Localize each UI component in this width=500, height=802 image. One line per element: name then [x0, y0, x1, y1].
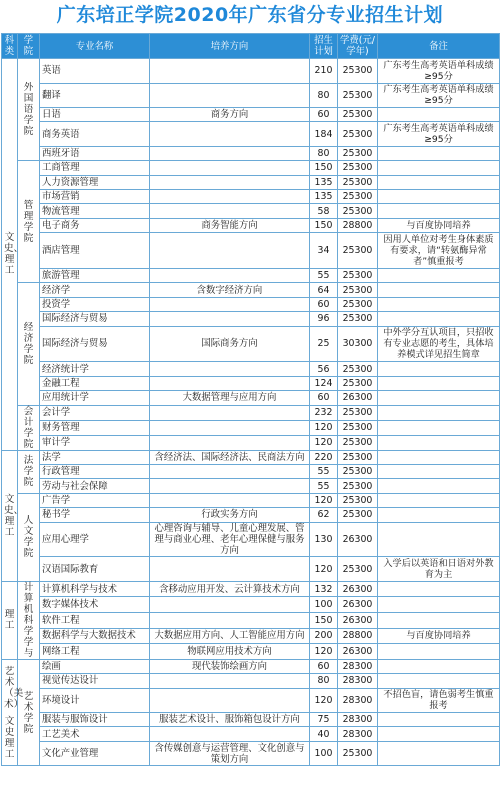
note: [378, 190, 500, 204]
college-cell: [18, 450, 40, 493]
header-college: 学院: [18, 34, 40, 59]
note: 广东考生高考英语单科成绩≥95分: [378, 59, 500, 84]
tuition-fee: 25300: [338, 493, 378, 507]
note: [378, 283, 500, 297]
major-name: 国际经济与贸易: [40, 326, 150, 362]
header-row: [2, 34, 500, 59]
plan-count: 130: [310, 522, 338, 557]
table-row: [2, 326, 500, 362]
major-name: 人力资源管理: [40, 175, 150, 189]
tuition-fee: 25300: [338, 161, 378, 175]
plan-count: 96: [310, 312, 338, 326]
direction: [150, 312, 310, 326]
tuition-fee: 25300: [338, 479, 378, 493]
tuition-fee: 26300: [338, 613, 378, 629]
note: [378, 713, 500, 727]
table-row: [2, 312, 500, 326]
tuition-fee: 28300: [338, 688, 378, 713]
plan-count: 120: [310, 557, 338, 582]
direction: 心理咨询与辅导、儿童心理发展、管理与商业心理、老年心理保健与服务方向: [150, 522, 310, 557]
tuition-fee: 25300: [338, 175, 378, 189]
plan-count: 25: [310, 326, 338, 362]
direction: [150, 122, 310, 147]
direction: [150, 405, 310, 420]
tuition-fee: 25300: [338, 190, 378, 204]
plan-count: 58: [310, 204, 338, 218]
table-row: [2, 161, 500, 175]
major-name: 服装与服饰设计: [40, 713, 150, 727]
direction: [150, 493, 310, 507]
table-row: [2, 727, 500, 741]
page-title: 广东培正学院2020年广东省分专业招生计划: [56, 4, 444, 26]
table-row: [2, 628, 500, 644]
college-name: 人文学院: [23, 515, 34, 560]
plan-count: 124: [310, 376, 338, 390]
major-name: 旅游管理: [40, 269, 150, 283]
major-name: 网络工程: [40, 644, 150, 660]
plan-count: 150: [310, 161, 338, 175]
direction: [150, 362, 310, 376]
major-name: 文化产业管理: [40, 741, 150, 766]
note: [378, 597, 500, 613]
plan-count: 60: [310, 391, 338, 405]
note: 入学后以英语和日语对外教育为主: [378, 557, 500, 582]
table-row: [2, 283, 500, 297]
note: [378, 450, 500, 464]
note: [378, 644, 500, 660]
tuition-fee: 28300: [338, 674, 378, 688]
table-row: [2, 233, 500, 269]
tuition-fee: 25300: [338, 59, 378, 84]
tuition-fee: 25300: [338, 405, 378, 420]
plan-count: 132: [310, 581, 338, 597]
direction: 含传媒创意与运营管理、文化创意与策划方向: [150, 741, 310, 766]
college-name: 法学院: [23, 455, 34, 489]
table-row: [2, 362, 500, 376]
note: [378, 581, 500, 597]
header-major: 专业名称: [40, 34, 150, 59]
plan-count: 60: [310, 108, 338, 122]
direction: [150, 597, 310, 613]
major-name: 金融工程: [40, 376, 150, 390]
major-name: 电子商务: [40, 218, 150, 232]
plan-count: 100: [310, 597, 338, 613]
header-plan: 招生计划: [310, 34, 338, 59]
note: [378, 391, 500, 405]
tuition-fee: 25300: [338, 146, 378, 160]
major-name: 数字媒体技术: [40, 597, 150, 613]
direction: [150, 175, 310, 189]
tuition-fee: 25300: [338, 450, 378, 464]
note: 与百度协同培养: [378, 218, 500, 232]
note: [378, 175, 500, 189]
major-name: 劳动与社会保障: [40, 479, 150, 493]
note: [378, 146, 500, 160]
tuition-fee: 25300: [338, 122, 378, 147]
tuition-fee: 28300: [338, 713, 378, 727]
note: [378, 405, 500, 420]
direction: [150, 435, 310, 450]
tuition-fee: 25300: [338, 362, 378, 376]
tuition-fee: 25300: [338, 557, 378, 582]
plan-count: 55: [310, 479, 338, 493]
direction: [150, 146, 310, 160]
tuition-fee: 25300: [338, 508, 378, 522]
major-name: 审计学: [40, 435, 150, 450]
major-name: 翻译: [40, 83, 150, 108]
direction: [150, 688, 310, 713]
note: [378, 741, 500, 766]
header-note: 备注: [378, 34, 500, 59]
note: [378, 376, 500, 390]
major-name: 国际经济与贸易: [40, 312, 150, 326]
plan-count: 55: [310, 464, 338, 478]
direction: [150, 376, 310, 390]
plan-count: 120: [310, 435, 338, 450]
tuition-fee: 26300: [338, 597, 378, 613]
direction: 含经济法、国际经济法、民商法方向: [150, 450, 310, 464]
college-name: 会计学院: [23, 405, 34, 450]
tuition-fee: 25300: [338, 108, 378, 122]
tuition-fee: 25300: [338, 376, 378, 390]
direction: [150, 420, 310, 435]
note: 广东考生高考英语单科成绩≥95分: [378, 122, 500, 147]
major-name: 绘画: [40, 659, 150, 673]
major-name: 软件工程: [40, 613, 150, 629]
table-row: [2, 450, 500, 464]
major-name: 酒店管理: [40, 233, 150, 269]
plan-count: 80: [310, 674, 338, 688]
major-name: 秘书学: [40, 508, 150, 522]
major-name: 财务管理: [40, 420, 150, 435]
plan-count: 64: [310, 283, 338, 297]
tuition-fee: 25300: [338, 83, 378, 108]
header-category: 科类: [2, 34, 18, 59]
note: [378, 435, 500, 450]
note: 中外学分互认项目，只招收有专业志愿的考生，具体培养模式详见招生简章: [378, 326, 500, 362]
note: [378, 493, 500, 507]
table-row: [2, 557, 500, 582]
tuition-fee: 28300: [338, 659, 378, 673]
category-cell: [2, 659, 24, 766]
table-row: [2, 644, 500, 660]
direction: [150, 479, 310, 493]
major-name: 工商管理: [40, 161, 150, 175]
category-label-secondary: 文史理工: [4, 715, 15, 760]
direction: 商务智能方向: [150, 218, 310, 232]
plan-count: 75: [310, 713, 338, 727]
major-name: 物流管理: [40, 204, 150, 218]
note: 因用人单位对考生身体素质有要求，请“转氨酶异常者”慎重报考: [378, 233, 500, 269]
tuition-fee: 25300: [338, 464, 378, 478]
note: [378, 108, 500, 122]
college-name: 管理学院: [23, 199, 34, 244]
table-row: [2, 204, 500, 218]
direction: [150, 613, 310, 629]
table-row: [2, 122, 500, 147]
direction: [150, 674, 310, 688]
college-cell: [18, 405, 40, 450]
table-row: [2, 376, 500, 390]
direction: [150, 204, 310, 218]
major-name: 应用统计学: [40, 391, 150, 405]
tuition-fee: 30300: [338, 326, 378, 362]
major-name: 广告学: [40, 493, 150, 507]
major-name: 法学: [40, 450, 150, 464]
plan-count: 55: [310, 269, 338, 283]
tuition-fee: 25300: [338, 312, 378, 326]
tuition-fee: 26300: [338, 644, 378, 660]
major-name: 经济统计学: [40, 362, 150, 376]
header-direction: 培养方向: [150, 34, 310, 59]
plan-count: 40: [310, 727, 338, 741]
note: [378, 297, 500, 311]
table-row: [2, 108, 500, 122]
tuition-fee: 28800: [338, 628, 378, 644]
major-name: 投资学: [40, 297, 150, 311]
major-name: 英语: [40, 59, 150, 84]
major-name: 经济学: [40, 283, 150, 297]
note: [378, 727, 500, 741]
category-label: 文史、理工: [4, 493, 24, 538]
tuition-fee: 28800: [338, 218, 378, 232]
direction: 行政实务方向: [150, 508, 310, 522]
plan-count: 60: [310, 297, 338, 311]
direction: 服装艺术设计、服饰箱包设计方向: [150, 713, 310, 727]
plan-count: 184: [310, 122, 338, 147]
note: 广东考生高考英语单科成绩≥95分: [378, 83, 500, 108]
college-cell: [18, 59, 40, 161]
note: 与百度协同培养: [378, 628, 500, 644]
note: [378, 522, 500, 557]
direction: [150, 297, 310, 311]
note: [378, 508, 500, 522]
plan-count: 200: [310, 628, 338, 644]
college-cell: [18, 581, 40, 659]
direction: [150, 269, 310, 283]
direction: 商务方向: [150, 108, 310, 122]
table-row: [2, 493, 500, 507]
direction: 物联网应用技术方向: [150, 644, 310, 660]
college-name: 外国语学院: [23, 82, 34, 138]
direction: 国际商务方向: [150, 326, 310, 362]
major-name: 会计学: [40, 405, 150, 420]
table-row: [2, 405, 500, 420]
direction: 现代装饰绘画方向: [150, 659, 310, 673]
table-row: [2, 218, 500, 232]
category-cell: [2, 581, 18, 659]
major-name: 日语: [40, 108, 150, 122]
direction: [150, 233, 310, 269]
header-fee: 学费(元/学年): [338, 34, 378, 59]
table-row: [2, 269, 500, 283]
plan-count: 210: [310, 59, 338, 84]
table-row: [2, 190, 500, 204]
table-row: [2, 435, 500, 450]
plan-count: 150: [310, 613, 338, 629]
direction: 含数字经济方向: [150, 283, 310, 297]
major-name: 应用心理学: [40, 522, 150, 557]
note: [378, 420, 500, 435]
plan-count: 62: [310, 508, 338, 522]
plan-count: 60: [310, 659, 338, 673]
tuition-fee: 25300: [338, 420, 378, 435]
plan-count: 135: [310, 190, 338, 204]
table-row: [2, 613, 500, 629]
plan-count: 135: [310, 175, 338, 189]
direction: 含移动应用开发、云计算技术方向: [150, 581, 310, 597]
table-row: [2, 741, 500, 766]
table-row: [2, 464, 500, 478]
table-row: [2, 688, 500, 713]
major-name: 行政管理: [40, 464, 150, 478]
table-row: [2, 297, 500, 311]
plan-count: 232: [310, 405, 338, 420]
direction: [150, 59, 310, 84]
note: [378, 464, 500, 478]
college-cell: [18, 161, 40, 283]
plan-count: 150: [310, 218, 338, 232]
college-cell: [18, 659, 40, 766]
direction: [150, 557, 310, 582]
plan-count: 56: [310, 362, 338, 376]
note: [378, 204, 500, 218]
tuition-fee: 26300: [338, 391, 378, 405]
note: [378, 659, 500, 673]
table-row: [2, 479, 500, 493]
direction: [150, 464, 310, 478]
table-row: [2, 659, 500, 673]
table-row: [2, 59, 500, 84]
table-row: [2, 420, 500, 435]
table-body: [2, 59, 500, 766]
admission-plan-table: [1, 33, 500, 766]
major-name: 工艺美术: [40, 727, 150, 741]
category-label: 文史、理工: [4, 232, 24, 277]
tuition-fee: 25300: [338, 283, 378, 297]
table-row: [2, 522, 500, 557]
note: [378, 479, 500, 493]
plan-count: 80: [310, 83, 338, 108]
direction: [150, 727, 310, 741]
tuition-fee: 25300: [338, 204, 378, 218]
plan-count: 120: [310, 420, 338, 435]
table-row: [2, 713, 500, 727]
category-cell: [2, 450, 24, 581]
plan-count: 120: [310, 688, 338, 713]
plan-count: 100: [310, 741, 338, 766]
direction: [150, 83, 310, 108]
category-label: 艺术（美术）: [4, 665, 24, 710]
table-row: [2, 83, 500, 108]
direction: [150, 190, 310, 204]
major-name: 环境设计: [40, 688, 150, 713]
note: [378, 613, 500, 629]
major-name: 市场营销: [40, 190, 150, 204]
direction: 大数据应用方向、人工智能应用方向: [150, 628, 310, 644]
major-name: 计算机科学与技术: [40, 581, 150, 597]
table-row: [2, 674, 500, 688]
table-row: [2, 581, 500, 597]
tuition-fee: 25300: [338, 297, 378, 311]
major-name: 视觉传达设计: [40, 674, 150, 688]
major-name: 商务英语: [40, 122, 150, 147]
major-name: 数据科学与大数据技术: [40, 628, 150, 644]
table-row: [2, 508, 500, 522]
table-row: [2, 391, 500, 405]
category-label: 理工: [4, 609, 15, 632]
tuition-fee: 26300: [338, 522, 378, 557]
note: [378, 312, 500, 326]
table-row: [2, 597, 500, 613]
note: [378, 674, 500, 688]
category-cell: [2, 59, 24, 451]
college-cell: [18, 283, 40, 405]
plan-count: 220: [310, 450, 338, 464]
note: [378, 269, 500, 283]
plan-count: 120: [310, 493, 338, 507]
plan-count: 120: [310, 644, 338, 660]
direction: 大数据管理与应用方向: [150, 391, 310, 405]
tuition-fee: 26300: [338, 581, 378, 597]
college-name: 艺术学院: [23, 690, 34, 735]
note: 不招色盲，请色弱考生慎重报考: [378, 688, 500, 713]
major-name: 汉语国际教育: [40, 557, 150, 582]
direction: [150, 161, 310, 175]
note: [378, 362, 500, 376]
note: [378, 161, 500, 175]
college-name: 计算机科学学与: [23, 581, 34, 659]
tuition-fee: 25300: [338, 435, 378, 450]
plan-count: 80: [310, 146, 338, 160]
college-name: 经济学院: [23, 321, 34, 366]
plan-count: 34: [310, 233, 338, 269]
tuition-fee: 25300: [338, 741, 378, 766]
major-name: 西班牙语: [40, 146, 150, 160]
table-row: [2, 175, 500, 189]
tuition-fee: 25300: [338, 269, 378, 283]
table-row: [2, 146, 500, 160]
tuition-fee: 28300: [338, 727, 378, 741]
tuition-fee: 25300: [338, 233, 378, 269]
